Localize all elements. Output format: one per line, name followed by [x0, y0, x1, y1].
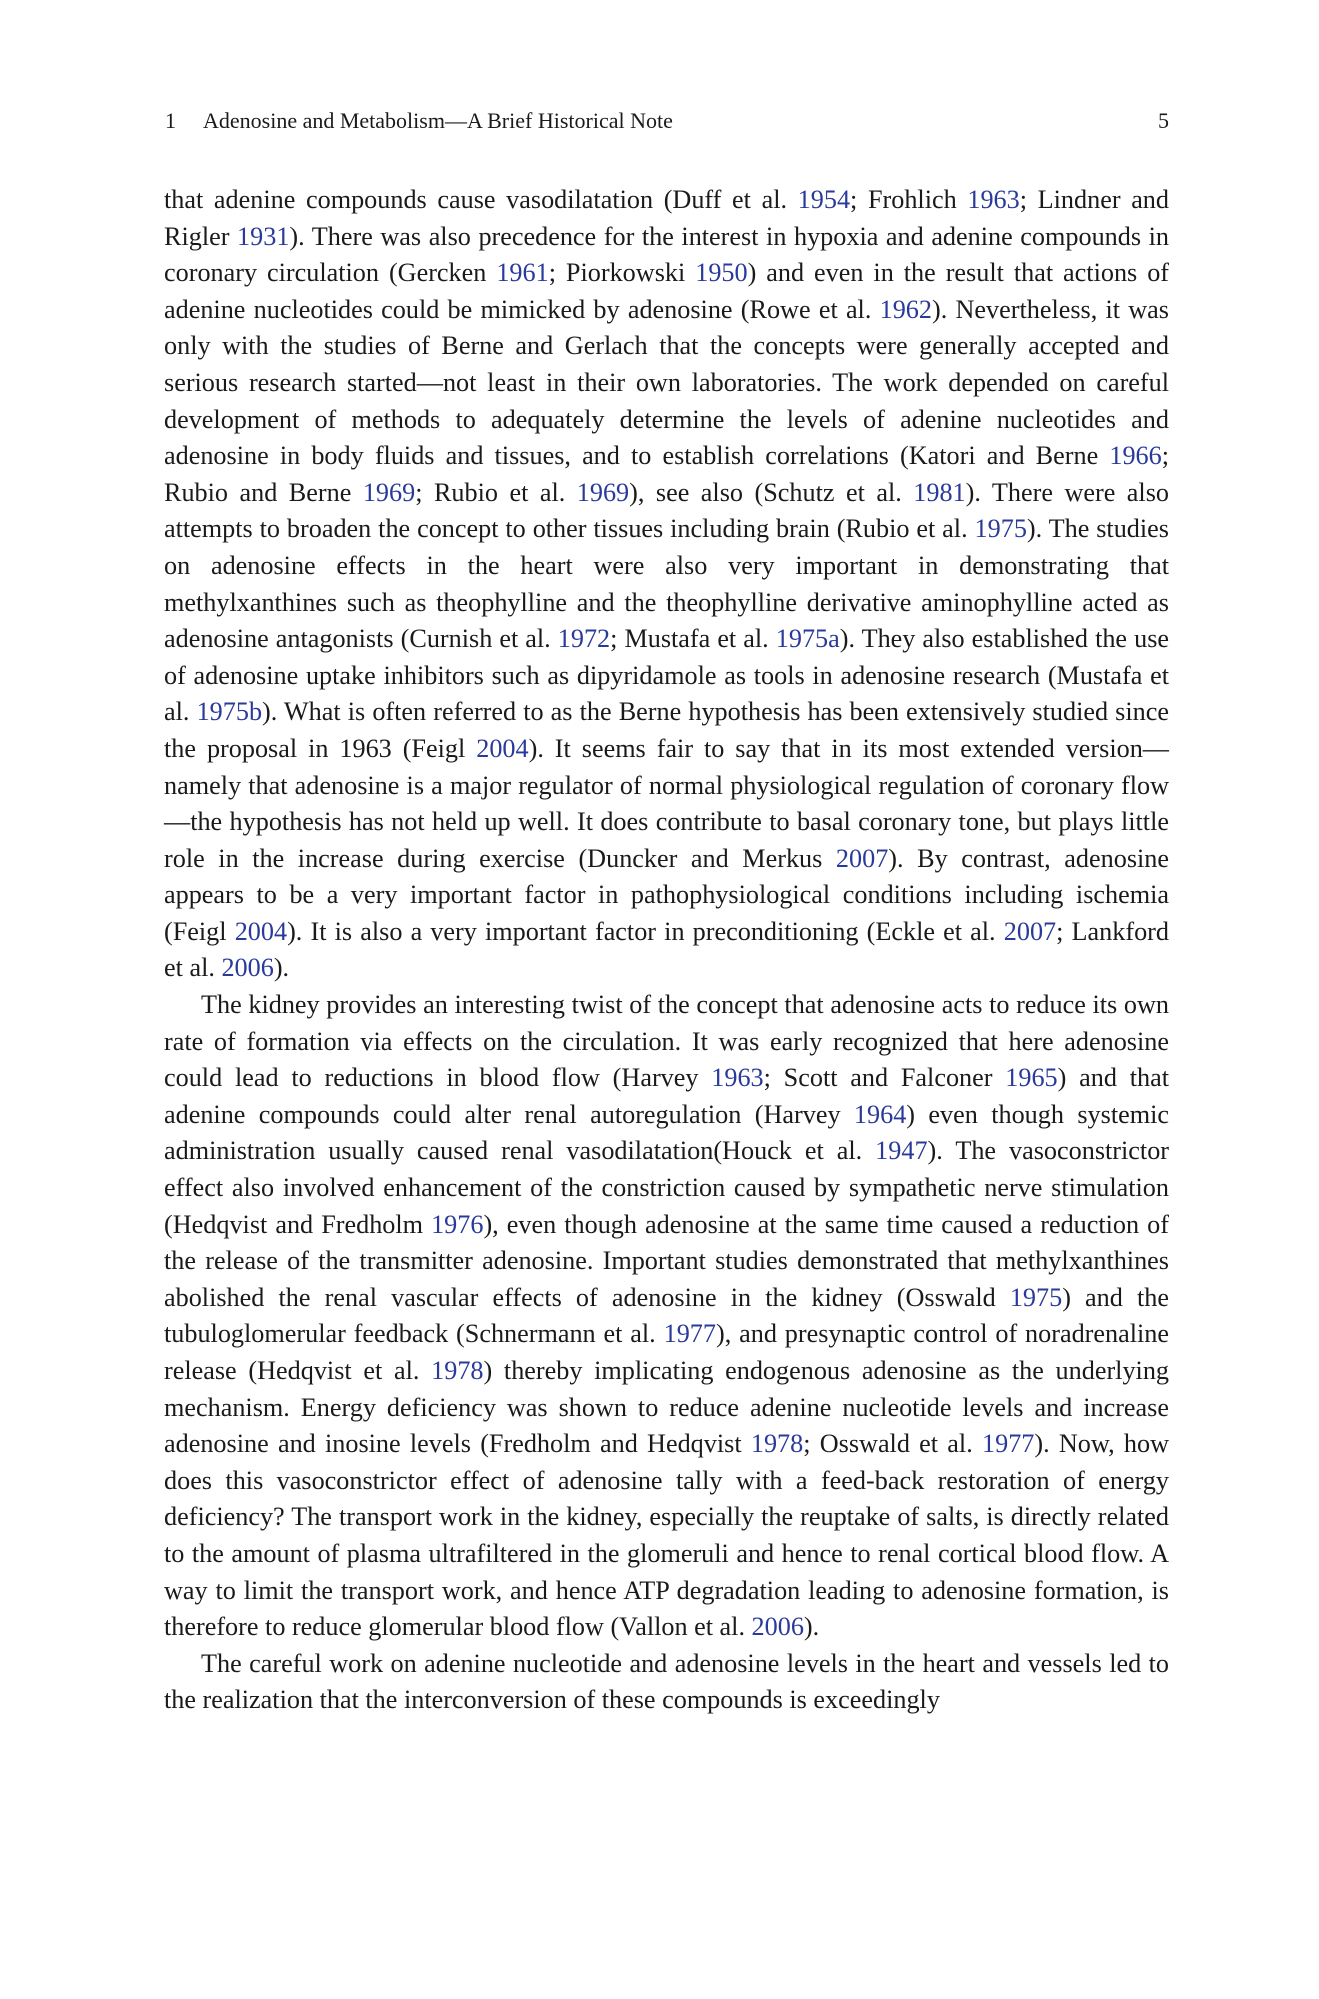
citation-link[interactable]: 1963: [711, 1063, 764, 1093]
citation-link[interactable]: 1972: [557, 624, 611, 654]
text-run: ) even though systemic administration usually caused renal vasodilatation(Houck et al.: [164, 1099, 1169, 1166]
chapter-title: Adenosine and Metabolism—A Brief Historical Note: [203, 108, 673, 133]
text-run: ). The vasoconstrictor effect also involved enhancement of the constriction caused by sympathetic nerve stimulation (Hedqvist and Fredholm: [164, 1136, 1170, 1239]
text-run: ), even though adenosine at the same time caused a reduction of the release of the transmitter adenosine. Important studies demonstrated that methylxanthines abolished the renal vascular effects of adenosine in the kidney (Osswald: [164, 1209, 1169, 1312]
text-run: ; Rubio and Berne: [164, 441, 1169, 507]
text-run: ). Now, how does this vasoconstrictor effect of adenosine tally with a feed-back restoration of energy deficiency? The transport work in the kidney, especially the reuptake of salts, is directly related to the amount of plasma ultrafiltered in the glomeruli and hence to renal cortical blood flow. A way to limit the transport work, and hence ATP degradation leading to adenosine formation, is therefore to reduce glomerular blood flow (Vallon et al.: [164, 1429, 1169, 1642]
text-run: ; Lindner and Rigler: [164, 185, 1169, 251]
text-run: ). The studies on adenosine effects in the heart were also very important in demonstrating that methylxanthines such as theophylline and the theophylline derivative aminophylline acted as adenosine antagonists (Curnish et al.: [164, 514, 1169, 654]
text-run: ). Nevertheless, it was only with the studies of Berne and Gerlach that the concepts were generally accepted and serious research started—not least in their own laboratories. The work depended on careful development of methods to adequately determine the levels of adenine nucleotides and adenosine in body fluids and tissues, and to establish correlations (Katori and Berne: [164, 294, 1169, 471]
citation-link[interactable]: 2007: [835, 843, 889, 873]
text-run: ; Piorkowski: [548, 258, 696, 288]
citation-link[interactable]: 1962: [879, 294, 932, 324]
citation-link[interactable]: 2004: [234, 916, 288, 946]
text-run: The careful work on adenine nucleotide and adenosine levels in the heart and vessels led to the realization that the interconversion of these compounds is exceedingly: [164, 1648, 1169, 1715]
citation-link[interactable]: 1975: [1009, 1282, 1063, 1312]
running-header: [165, 106, 1169, 136]
citation-link[interactable]: 1975: [974, 514, 1027, 544]
text-run: ). It is also a very important factor in preconditioning (Eckle et al.: [287, 916, 1004, 946]
text-run: ).: [803, 1612, 820, 1642]
text-run: ; Lankford et al.: [164, 916, 1169, 983]
citation-link[interactable]: 1978: [431, 1356, 484, 1385]
citation-link[interactable]: 2006: [751, 1612, 804, 1642]
paragraph: [164, 987, 1169, 1646]
citation-link[interactable]: 1981: [913, 477, 966, 507]
citation-link[interactable]: 1975a: [775, 624, 840, 654]
citation-link[interactable]: 2004: [476, 733, 529, 763]
text-run: ). By contrast, adenosine appears to be a very important factor in pathophysiological conditions including ischemia (Feigl: [164, 843, 1169, 946]
chapter-number: 1: [165, 108, 176, 133]
citation-link[interactable]: 1976: [431, 1209, 484, 1239]
citation-link[interactable]: 1964: [853, 1099, 907, 1129]
citation-link[interactable]: 1977: [663, 1319, 716, 1349]
citation-link[interactable]: 2007: [1003, 916, 1057, 946]
paragraph: [164, 182, 1169, 987]
citation-link[interactable]: 1963: [967, 185, 1020, 214]
text-run: ; Mustafa et al.: [610, 624, 776, 654]
citation-link[interactable]: 1947: [875, 1136, 928, 1166]
body-text: [164, 182, 1169, 1719]
citation-link[interactable]: 1975b: [196, 697, 263, 727]
text-run: ; Osswald et al.: [803, 1429, 982, 1459]
citation-link[interactable]: 1965: [1005, 1063, 1058, 1093]
citation-link[interactable]: 1931: [237, 221, 290, 251]
citation-link[interactable]: 1950: [695, 258, 748, 288]
text-run: ), and presynaptic control of noradrenaline release (Hedqvist et al.: [164, 1319, 1170, 1385]
citation-link[interactable]: 1978: [750, 1429, 804, 1459]
citation-link[interactable]: 1977: [982, 1429, 1035, 1459]
text-run: ). What is often referred to as the Berne hypothesis has been extensively studied since the proposal in 1963 (Feigl: [164, 697, 1169, 763]
citation-link[interactable]: 1954: [797, 185, 851, 214]
citation-link[interactable]: 1969: [576, 477, 630, 507]
text-run: ).: [273, 953, 290, 983]
text-run: ). They also established the use of adenosine uptake inhibitors such as dipyridamole as tools in adenosine research (Mustafa et al.: [164, 624, 1170, 727]
text-run: ; Scott and Falconer: [763, 1063, 1006, 1093]
text-run: ; Frohlich: [850, 185, 968, 214]
text-run: ; Rubio et al.: [415, 477, 577, 507]
text-run: ) and the tubuloglomerular feedback (Schnermann et al.: [164, 1282, 1169, 1349]
text-run: ), see also (Schutz et al.: [629, 477, 914, 507]
text-run: that adenine compounds cause vasodilatation (Duff et al.: [164, 185, 798, 214]
text-run: ) and even in the result that actions of adenine nucleotides could be mimicked by adenosine (Rowe et al.: [164, 258, 1170, 324]
text-run: ) and that adenine compounds could alter renal autoregulation (Harvey: [164, 1063, 1169, 1129]
text-run: The kidney provides an interesting twist of the concept that adenosine acts to reduce its own rate of formation via effects on the circulation. It was early recognized that here adenosine could lead to reductions in blood flow (Harvey: [164, 990, 1169, 1093]
citation-link[interactable]: 1969: [362, 477, 416, 507]
citation-link[interactable]: 1966: [1109, 441, 1162, 471]
citation-link[interactable]: 2006: [221, 953, 274, 983]
text-run: ). There were also attempts to broaden the concept to other tissues including brain (Rubio et al.: [164, 477, 1169, 544]
page-number: 5: [1158, 108, 1169, 133]
citation-link[interactable]: 1961: [496, 258, 549, 288]
text-run: ). It seems fair to say that in its most extended version—namely that adenosine is a major regulator of normal physiological regulation of coronary flow—the hypothesis has not held up well. It does contribute to basal coronary tone, but plays little role in the increase during exercise (Duncker and Merkus: [164, 733, 1169, 873]
text-run: ). There was also precedence for the interest in hypoxia and adenine compounds in coronary circulation (Gercken: [164, 221, 1169, 288]
paragraph: [164, 1646, 1169, 1719]
text-run: ) thereby implicating endogenous adenosine as the underlying mechanism. Energy deficiency was shown to reduce adenine nucleotide levels and increase adenosine and inosine levels (Fredholm and Hedqvist: [164, 1356, 1170, 1459]
